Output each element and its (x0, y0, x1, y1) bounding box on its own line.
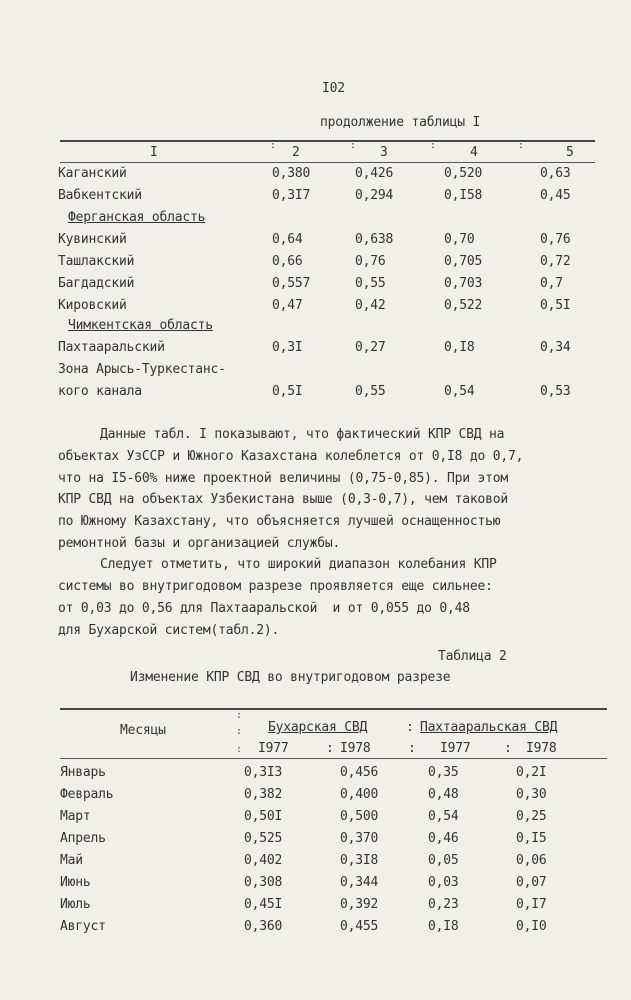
table1-row-name: Зона Арысь-Туркестанс- (58, 362, 226, 377)
table2-cell: 0,23 (428, 897, 459, 912)
table1-cell: 0,426 (355, 166, 394, 181)
table2-separator: : (236, 726, 243, 737)
table1-cell: 0,522 (444, 298, 483, 313)
table1-row-name: Ташлакский (58, 254, 135, 269)
table1-section-heading: Чимкентская область (68, 318, 213, 333)
table2-cell: 0,07 (516, 875, 547, 890)
table2-cell: 0,392 (340, 897, 379, 912)
table2-cell: 0,525 (244, 831, 283, 846)
paragraph-2-line: системы во внутригодовом разрезе проявляется еще сильнее: (58, 579, 493, 594)
table1-row-name: Кувинский (58, 232, 127, 247)
table1-header-5: 5 (566, 145, 574, 160)
table1-cell: 0,5I (272, 384, 303, 399)
table1-cell: 0,66 (272, 254, 303, 269)
table2-cell: 0,25 (516, 809, 547, 824)
paragraph-2-line: для Бухарской систем(табл.2). (58, 623, 280, 638)
table2-cell: 0,344 (340, 875, 379, 890)
table2-cell: 0,3I3 (244, 765, 283, 780)
table1-cell: 0,3I7 (272, 188, 311, 203)
table2-year-separator: : (408, 741, 416, 756)
table2-month: Июнь (60, 875, 91, 890)
table1-cell: 0,34 (540, 340, 571, 355)
table2-cell: 0,45I (244, 897, 283, 912)
table2-cell: 0,455 (340, 919, 379, 934)
table2-year: I978 (526, 741, 557, 756)
table1-cell: 0,27 (355, 340, 386, 355)
table1-cell: 0,705 (444, 254, 483, 269)
table1-cell: 0,47 (272, 298, 303, 313)
table2-cell: 0,50I (244, 809, 283, 824)
paragraph-2-line: от 0,03 до 0,56 для Пахтааральской и от 0,055 до 0,48 (58, 601, 470, 616)
paragraph-1-line: ремонтной базы и организацией службы. (58, 536, 341, 551)
table1-header-1: I (150, 145, 158, 160)
table2-cell: 0,456 (340, 765, 379, 780)
table1-cell: 0,I58 (444, 188, 483, 203)
table1-cell: 0,638 (355, 232, 394, 247)
table1-cell: 0,557 (272, 276, 311, 291)
table1-cell: 0,520 (444, 166, 483, 181)
table2-group-separator: : (406, 720, 414, 735)
table1-cell: 0,3I (272, 340, 303, 355)
table2-month: Май (60, 853, 83, 868)
table1-cell: 0,54 (444, 384, 475, 399)
table1-cell: 0,76 (540, 232, 571, 247)
table1-row-name: кого канала (58, 384, 142, 399)
table1-caption: продолжение таблицы I (320, 115, 481, 130)
table1-row-name: Вабкентский (58, 188, 142, 203)
paragraph-2-line: Следует отметить, что широкий диапазон колебания КПР (100, 557, 497, 572)
table1-cell: 0,7 (540, 276, 563, 291)
table2-group-pakhtaaral: Пахтааральская СВД (420, 720, 558, 735)
table2-cell: 0,I0 (516, 919, 547, 934)
table2-month: Июль (60, 897, 91, 912)
table2-cell: 0,35 (428, 765, 459, 780)
table2-cell: 0,308 (244, 875, 283, 890)
table2-title: Изменение КПР СВД во внутригодовом разрезе (130, 670, 451, 685)
table2-cell: 0,48 (428, 787, 459, 802)
table1-header-4: 4 (470, 145, 478, 160)
table2-month: Февраль (60, 787, 114, 802)
table2-group-bukhara: Бухарская СВД (268, 720, 368, 735)
table2-month: Апрель (60, 831, 106, 846)
table2-cell: 0,05 (428, 853, 459, 868)
table1-cell: 0,72 (540, 254, 571, 269)
paragraph-1-line: КПР СВД на объектах Узбекистана выше (0,3-0,7), чем таковой (58, 492, 508, 507)
table2-year: I977 (440, 741, 471, 756)
table1-cell: 0,380 (272, 166, 311, 181)
table1-section-heading: Ферганская область (68, 210, 206, 225)
table2-year-separator: : (504, 741, 512, 756)
table2-col-month: Месяцы (120, 723, 166, 738)
table1-cell: 0,55 (355, 384, 386, 399)
table2-cell: 0,46 (428, 831, 459, 846)
page-number: I02 (322, 81, 345, 96)
table1-header-separator: : (350, 140, 357, 151)
table2-cell: 0,I5 (516, 831, 547, 846)
table2-cell: 0,54 (428, 809, 459, 824)
table2-separator: : (236, 744, 243, 755)
table1-row-name: Багдадский (58, 276, 135, 291)
table2-cell: 0,382 (244, 787, 283, 802)
table2-cell: 0,2I (516, 765, 547, 780)
paragraph-1-line: что на I5-60% ниже проектной величины (0,75-0,85). При этом (58, 471, 508, 486)
table1-row-name: Кировский (58, 298, 127, 313)
table1-cell: 0,55 (355, 276, 386, 291)
table2-label: Таблица 2 (438, 649, 507, 664)
table2-separator: : (236, 710, 243, 721)
table2-cell: 0,402 (244, 853, 283, 868)
table1-header-separator: : (270, 140, 277, 151)
table1-cell: 0,45 (540, 188, 571, 203)
table2-year: I977 (258, 741, 289, 756)
table2-header-rule (60, 758, 607, 759)
table2-cell: 0,400 (340, 787, 379, 802)
table2-cell: 0,03 (428, 875, 459, 890)
table1-cell: 0,70 (444, 232, 475, 247)
table2-cell: 0,30 (516, 787, 547, 802)
table1-header-separator: : (430, 140, 437, 151)
table2-month: Август (60, 919, 106, 934)
table1-row-name: Каганский (58, 166, 127, 181)
table2-cell: 0,360 (244, 919, 283, 934)
table2-month: Январь (60, 765, 106, 780)
table2-cell: 0,500 (340, 809, 379, 824)
table1-top-rule (60, 140, 595, 142)
table1-header-separator: : (518, 140, 525, 151)
table2-year-separator: : (326, 741, 334, 756)
paragraph-1-line: объектах УзССР и Южного Казахстана колеблется от 0,I8 до 0,7, (58, 449, 524, 464)
table2-month: Март (60, 809, 91, 824)
table2-cell: 0,370 (340, 831, 379, 846)
table1-header-2: 2 (292, 145, 300, 160)
table1-row-name: Пахтааральский (58, 340, 165, 355)
table1-header-rule (60, 162, 595, 163)
table1-cell: 0,42 (355, 298, 386, 313)
table2-cell: 0,I8 (428, 919, 459, 934)
table2-cell: 0,I7 (516, 897, 547, 912)
table1-cell: 0,64 (272, 232, 303, 247)
paragraph-1-line: Данные табл. I показывают, что фактический КПР СВД на (100, 427, 505, 442)
table1-cell: 0,294 (355, 188, 394, 203)
table1-cell: 0,703 (444, 276, 483, 291)
table2-cell: 0,06 (516, 853, 547, 868)
table1-cell: 0,76 (355, 254, 386, 269)
table2-year: I978 (340, 741, 371, 756)
table1-cell: 0,53 (540, 384, 571, 399)
paragraph-1-line: по Южному Казахстану, что объясняется лучшей оснащенностью (58, 514, 501, 529)
table2-top-rule (60, 708, 607, 710)
table1-cell: 0,I8 (444, 340, 475, 355)
table1-cell: 0,63 (540, 166, 571, 181)
table2-cell: 0,3I8 (340, 853, 379, 868)
table1-header-3: 3 (380, 145, 388, 160)
table1-cell: 0,5I (540, 298, 571, 313)
